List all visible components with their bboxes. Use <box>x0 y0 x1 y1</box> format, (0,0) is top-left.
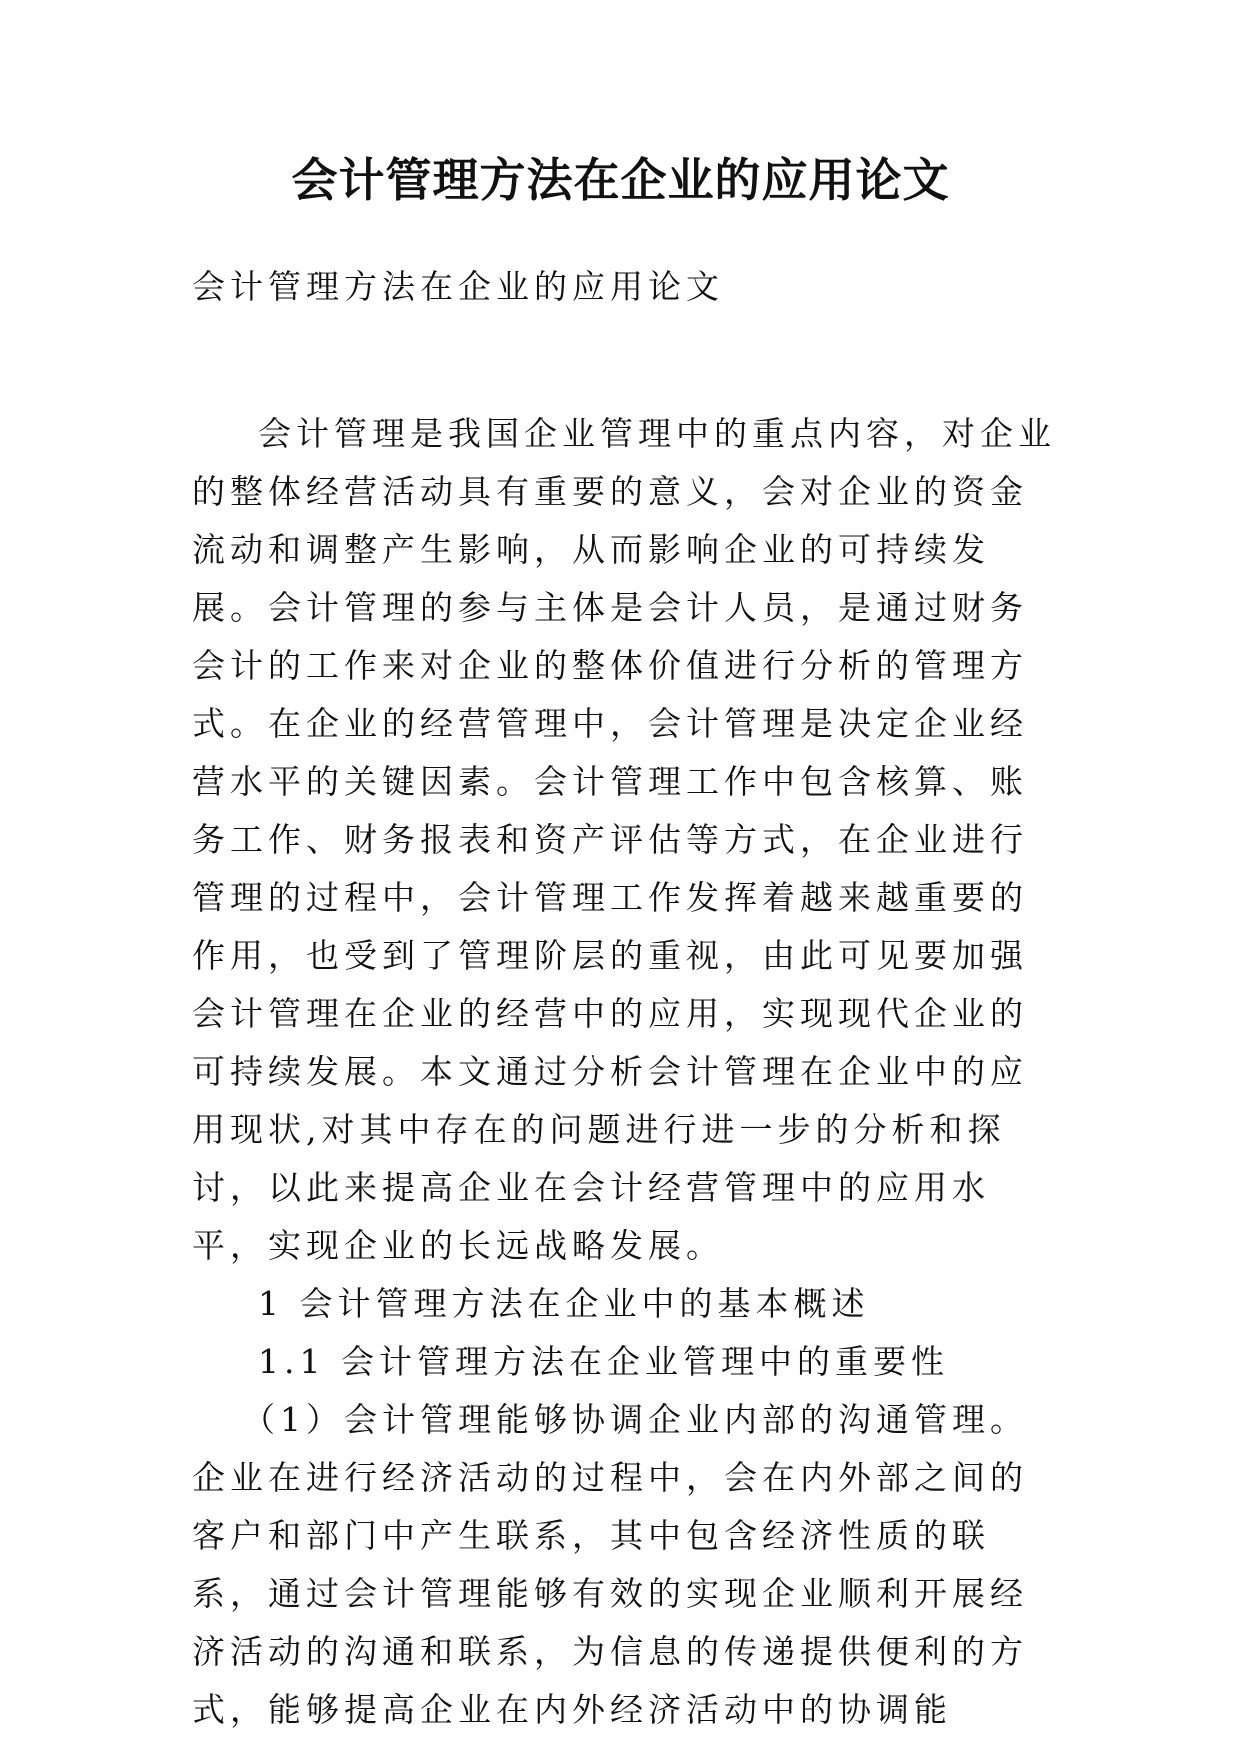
document-subtitle: 会计管理方法在企业的应用论文 <box>192 267 724 306</box>
subsection-heading: 1.1 会计管理方法在企业管理中的重要性 <box>258 1342 949 1381</box>
intro-paragraph: 会计管理是我国企业管理中的重点内容，对企业的整体经营活动具有重要的意义，会对企业的资金流动和调整产生影响，从而影响企业的可持续发展。会计管理的参与主体是会计人员，是通过财务会计的工作来对企业的整体价值进行分析的管理方式。在企业的经营管理中，会计管理是决定企业经营水平的关键因素。会计管理工作中包含核算、账务工作、财务报表和资产评估等方式，在企业进行管理的过程中，会计管理工作发挥着越来越重要的作用，也受到了管理阶层的重视，由此可见要加强会计管理在企业的经营中的应用，实现现代企业的可持续发展。本文通过分析会计管理在企业中的应用现状,对其中存在的问题进行进一步的分析和探讨，以此来提高企业在会计经营管理中的应用水平，实现企业的长远战略发展。 <box>192 414 1056 1265</box>
body-paragraph: （1）会计管理能够协调企业内部的沟通管理。企业在进行经济活动的过程中，会在内外部之间的客户和部门中产生联系，其中包含经济性质的联系，通过会计管理能够有效的实现企业顺利开展经济活动的沟通和联系，为信息的传递提供便利的方式，能够提高企业在内外经济活动中的协调能 <box>192 1400 1028 1729</box>
section-heading: 1 会计管理方法在企业中的基本概述 <box>258 1284 870 1323</box>
document-title: 会计管理方法在企业的应用论文 <box>291 153 950 207</box>
document-body <box>192 405 1060 1739</box>
